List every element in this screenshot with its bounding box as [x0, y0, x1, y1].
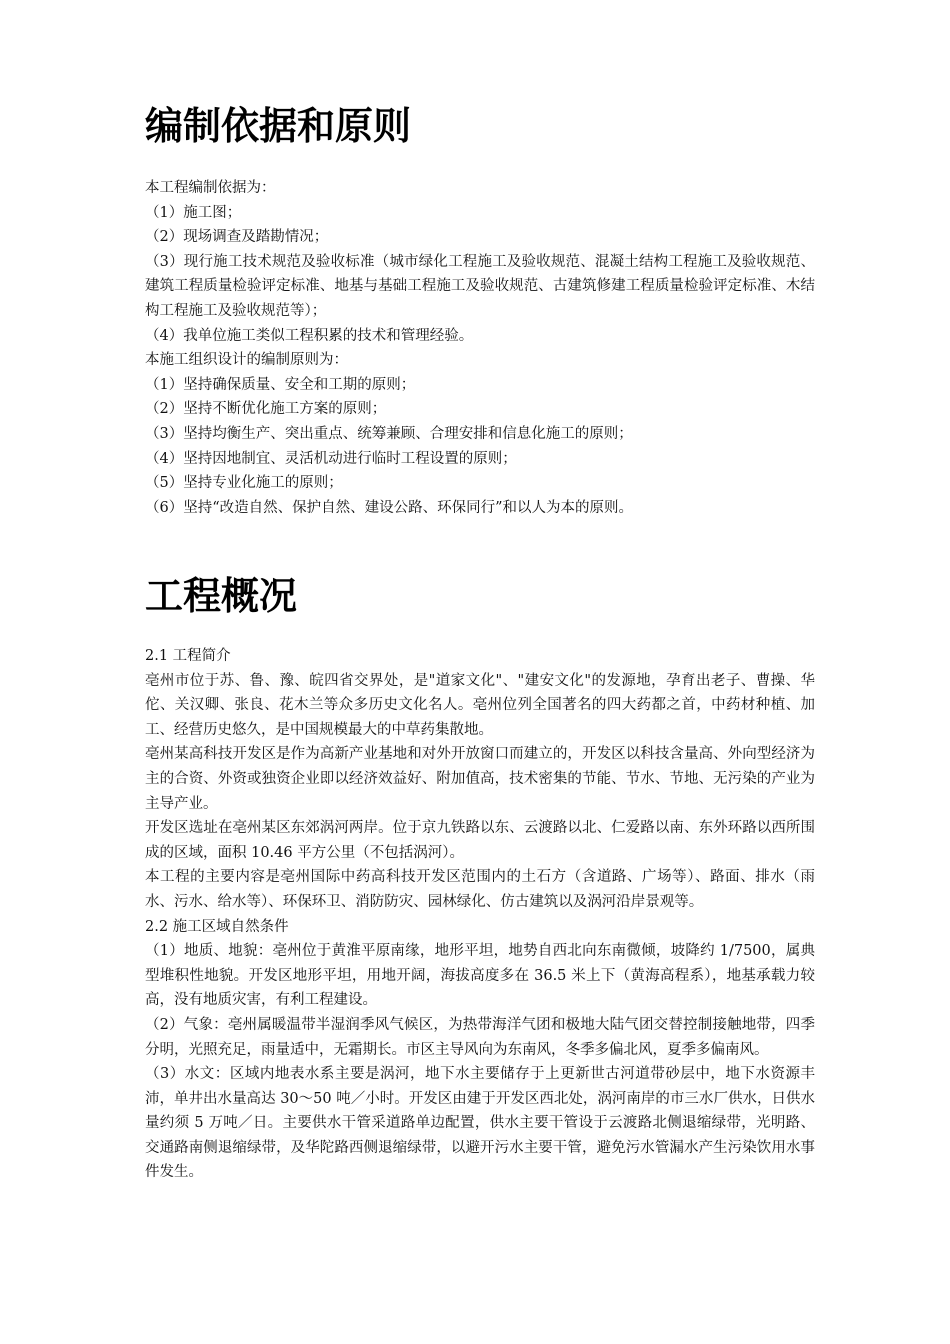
paragraph: 本工程编制依据为： — [145, 180, 276, 196]
paragraph: 亳州市位于苏、鲁、豫、皖四省交界处，是"道家文化"、"建安文化"的发源地，孕育出老子、曹操、华佗、关汉卿、张良、花木兰等众多历史文化名人。亳州位列全国著名的四大药都之首，中药材种植、加工、经营历史悠久，是中国规模最大的中草药集散地。 — [145, 672, 815, 738]
paragraph: （3）水文：区域内地表水系主要是涡河，地下水主要储存于上更新世古河道带砂层中，地下水资源丰沛，单井出水量高达 30～50 吨／小时。开发区由建于开发区西北处，涡河南岸的市三水厂供水，日供水量约须 5 万吨／日。主要供水干管采道路单边配置，供水主要干管设于云渡路北侧退缩绿带，光明路、交通路南侧退缩绿带，及华陀路西侧退缩绿带，以避开污水主要干管，避免污水管漏水产生污染饮用水事件发生。 — [145, 1066, 815, 1181]
section-title-project-overview: 工程概况 — [145, 574, 298, 618]
paragraph: （2）现场调查及踏勘情况； — [145, 229, 329, 246]
paragraph: （5）坚持专业化施工的原则； — [145, 475, 343, 492]
paragraph: （1）施工图； — [145, 204, 242, 221]
section-body-project-overview — [145, 644, 815, 1185]
paragraph: （3）现行施工技术规范及验收标准（城市绿化工程施工及验收规范、混凝土结构工程施工及验收规范、建筑工程质量检验评定标准、地基与基础工程施工及验收规范、古建筑修建工程质量检验评定标准、木结构工程施工及验收规范等）； — [145, 253, 815, 319]
section-body-basis-principles — [145, 176, 815, 520]
paragraph: （1）地质、地貌：亳州位于黄淮平原南缘，地形平坦，地势自西北向东南微倾，坡降约 1/7500，属典型堆积性地貌。开发区地形平坦，用地开阔，海拔高度多在 36.5 米上下（黄海高程系），地基承载力较高，没有地质灾害，有利工程建设。 — [145, 943, 815, 1009]
paragraph: 本施工组织设计的编制原则为： — [145, 352, 348, 369]
paragraph: （3）坚持均衡生产、突出重点、统筹兼顾、合理安排和信息化施工的原则； — [145, 425, 633, 442]
paragraph: （1）坚持确保质量、安全和工期的原则； — [145, 376, 416, 393]
subsection-heading: 2.1 工程简介 — [145, 648, 231, 664]
paragraph: （4）我单位施工类似工程积累的技术和管理经验。 — [145, 327, 474, 344]
section-title-basis-principles: 编制依据和原则 — [145, 104, 412, 148]
paragraph: 开发区选址在亳州某区东郊涡河两岸。位于京九铁路以东、云渡路以北、仁爱路以南、东外环路以西所围成的区域，面积 10.46 平方公里（不包括涡河）。 — [145, 820, 815, 861]
subsection-heading: 2.2 施工区域自然条件 — [145, 918, 289, 935]
paragraph: 本工程的主要内容是亳州国际中药高科技开发区范围内的土石方（含道路、广场等）、路面、排水（雨水、污水、给水等）、环保环卫、消防防灾、园林绿化、仿古建筑以及涡河沿岸景观等。 — [145, 869, 815, 910]
paragraph: （2）坚持不断优化施工方案的原则； — [145, 401, 387, 418]
paragraph: （2）气象：亳州属暖温带半湿润季风气候区，为热带海洋气团和极地大陆气团交替控制接触地带，四季分明，光照充足，雨量适中，无霜期长。市区主导风向为东南风，冬季多偏北风，夏季多偏南风。 — [145, 1016, 815, 1058]
paragraph: （4）坚持因地制宜、灵活机动进行临时工程设置的原则； — [145, 450, 517, 467]
paragraph: 亳州某高科技开发区是作为高新产业基地和对外开放窗口而建立的，开发区以科技含量高、外向型经济为主的合资、外资或独资企业即以经济效益好、附加值高，技术密集的节能、节水、节地、无污染的产业为主导产业。 — [145, 746, 815, 812]
paragraph: （6）坚持“改造自然、保护自然、建设公路、环保同行”和以人为本的原则。 — [145, 499, 634, 516]
